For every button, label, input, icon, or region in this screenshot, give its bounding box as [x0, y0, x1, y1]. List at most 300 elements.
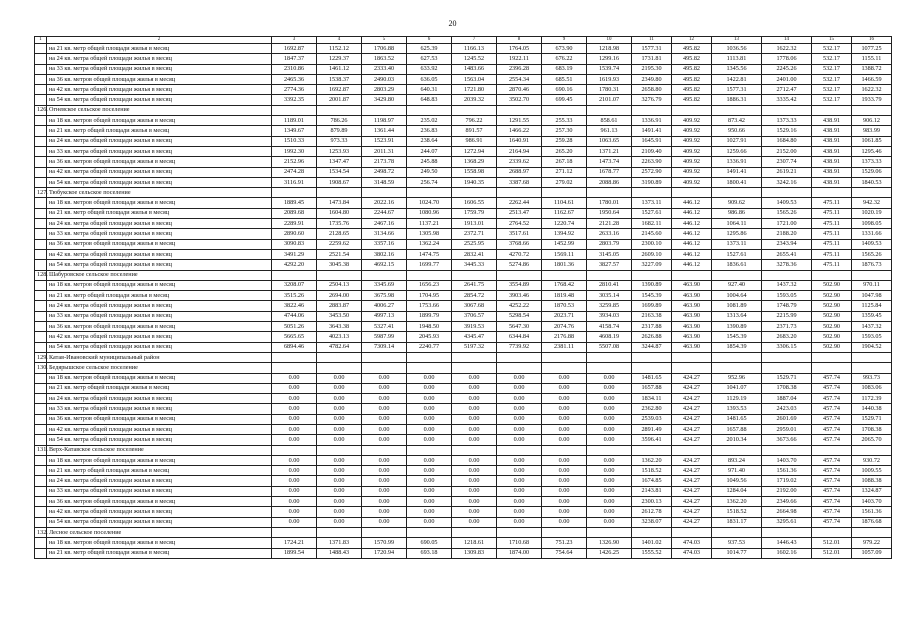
empty-cell — [497, 352, 542, 362]
value-cell: 0.00 — [317, 486, 362, 496]
value-cell: 3238.07 — [632, 517, 672, 527]
value-cell: 409.92 — [672, 126, 712, 136]
value-cell: 532.17 — [812, 95, 852, 105]
value-cell: 532.17 — [812, 74, 852, 84]
value-cell: 1362.20 — [632, 455, 672, 465]
value-cell: 1218.61 — [452, 538, 497, 548]
value-cell: 1259.66 — [712, 146, 762, 156]
table-row — [35, 229, 892, 239]
value-cell: 1908.67 — [317, 177, 362, 187]
column-number: 2 — [47, 37, 272, 44]
value-cell: 0.00 — [587, 383, 632, 393]
section-row — [35, 105, 892, 115]
value-cell: 2001.87 — [317, 95, 362, 105]
value-cell: 1899.54 — [272, 548, 317, 558]
value-cell: 265.20 — [542, 146, 587, 156]
value-cell: 424.27 — [672, 507, 712, 517]
table-row — [35, 383, 892, 393]
value-cell: 3768.66 — [497, 239, 542, 249]
value-cell: 1529.16 — [762, 126, 812, 136]
empty-cell — [35, 177, 47, 187]
empty-cell — [672, 363, 712, 373]
value-cell: 4744.06 — [272, 311, 317, 321]
empty-cell — [362, 363, 407, 373]
empty-cell — [407, 352, 452, 362]
empty-cell — [407, 527, 452, 537]
row-label: на 33 кв. метра общей площади жилья в месяц — [47, 64, 272, 74]
value-cell: 693.18 — [407, 548, 452, 558]
empty-cell — [35, 64, 47, 74]
value-cell: 3392.35 — [272, 95, 317, 105]
value-cell: 0.00 — [317, 383, 362, 393]
value-cell: 2195.30 — [632, 64, 672, 74]
value-cell: 0.00 — [272, 435, 317, 445]
empty-cell — [35, 219, 47, 229]
value-cell: 1876.73 — [852, 260, 892, 270]
empty-cell — [497, 105, 542, 115]
column-number: 11 — [632, 37, 672, 44]
value-cell: 475.11 — [812, 229, 852, 239]
value-cell: 0.00 — [497, 414, 542, 424]
value-cell: 1162.67 — [542, 208, 587, 218]
value-cell: 1876.68 — [852, 517, 892, 527]
value-cell: 1992.30 — [272, 146, 317, 156]
value-cell: 1403.70 — [852, 497, 892, 507]
empty-cell — [362, 105, 407, 115]
value-cell: 446.12 — [672, 260, 712, 270]
value-cell: 1778.06 — [762, 54, 812, 64]
value-cell: 6894.46 — [272, 342, 317, 352]
value-cell: 2467.16 — [362, 219, 407, 229]
value-cell: 3278.36 — [762, 260, 812, 270]
value-cell: 0.00 — [542, 517, 587, 527]
value-cell: 1295.46 — [852, 146, 892, 156]
empty-cell — [852, 363, 892, 373]
empty-cell — [497, 188, 542, 198]
value-cell: 1780.31 — [587, 85, 632, 95]
value-cell: 2683.20 — [762, 332, 812, 342]
value-cell: 0.00 — [452, 435, 497, 445]
value-cell: 937.53 — [712, 538, 762, 548]
value-cell: 1345.56 — [712, 64, 762, 74]
row-label: на 24 кв. метра общей площади жилья в месяц — [47, 219, 272, 229]
value-cell: 0.00 — [542, 486, 587, 496]
value-cell: 786.26 — [317, 116, 362, 126]
value-cell: 475.11 — [812, 198, 852, 208]
value-cell: 0.00 — [407, 373, 452, 383]
value-cell: 3148.59 — [362, 177, 407, 187]
value-cell: 238.64 — [407, 136, 452, 146]
value-cell: 1129.19 — [712, 394, 762, 404]
value-cell: 3445.33 — [452, 260, 497, 270]
value-cell: 1284.04 — [712, 486, 762, 496]
column-number: 10 — [587, 37, 632, 44]
value-cell: 1731.81 — [632, 54, 672, 64]
value-cell: 1569.11 — [542, 249, 587, 259]
value-cell: 1198.97 — [362, 116, 407, 126]
value-cell: 2619.21 — [762, 167, 812, 177]
value-cell: 0.00 — [317, 497, 362, 507]
empty-cell — [272, 352, 317, 362]
value-cell: 502.90 — [812, 291, 852, 301]
value-cell: 2164.94 — [497, 146, 542, 156]
value-cell: 0.00 — [362, 455, 407, 465]
empty-cell — [362, 445, 407, 455]
value-cell: 1305.98 — [407, 229, 452, 239]
value-cell: 636.05 — [407, 74, 452, 84]
value-cell: 3227.09 — [632, 260, 672, 270]
value-cell: 3090.83 — [272, 239, 317, 249]
value-cell: 3502.70 — [497, 95, 542, 105]
value-cell: 446.12 — [672, 219, 712, 229]
value-cell: 0.00 — [587, 466, 632, 476]
value-cell: 2215.99 — [762, 311, 812, 321]
row-label: на 42 кв. метра общей площади жилья в месяц — [47, 167, 272, 177]
section-row — [35, 363, 892, 373]
value-cell: 2109.40 — [632, 146, 672, 156]
value-cell: 879.89 — [317, 126, 362, 136]
value-cell: 1401.02 — [632, 538, 672, 548]
empty-cell — [762, 188, 812, 198]
value-cell: 457.74 — [812, 414, 852, 424]
value-cell: 1014.77 — [712, 548, 762, 558]
value-cell: 0.00 — [452, 497, 497, 507]
empty-cell — [35, 414, 47, 424]
value-cell: 1721.80 — [452, 85, 497, 95]
value-cell: 1602.16 — [762, 548, 812, 558]
row-label: на 36 кв. метров общей площади жилья в месяц — [47, 239, 272, 249]
value-cell: 1347.47 — [317, 157, 362, 167]
value-cell: 4006.27 — [362, 301, 407, 311]
empty-cell — [452, 270, 497, 280]
empty-cell — [35, 146, 47, 156]
value-cell: 2601.69 — [762, 414, 812, 424]
value-cell: 457.74 — [812, 486, 852, 496]
value-cell: 3145.05 — [587, 249, 632, 259]
empty-cell — [35, 44, 47, 54]
value-cell: 7739.92 — [497, 342, 542, 352]
table-row — [35, 424, 892, 434]
row-label: на 54 кв. метра общей площади жилья в месяц — [47, 177, 272, 187]
row-label: на 21 кв. метр общей площади жилья в месяц — [47, 383, 272, 393]
empty-cell — [812, 352, 852, 362]
value-cell: 1523.91 — [362, 136, 407, 146]
value-cell: 1036.56 — [712, 44, 762, 54]
table-row — [35, 64, 892, 74]
value-cell: 1854.39 — [712, 342, 762, 352]
value-cell: 2023.71 — [542, 311, 587, 321]
value-cell: 1721.00 — [762, 219, 812, 229]
value-cell: 2163.38 — [632, 311, 672, 321]
value-cell: 1604.80 — [317, 208, 362, 218]
value-cell: 3357.16 — [362, 239, 407, 249]
value-cell: 0.00 — [317, 404, 362, 414]
value-cell: 1656.23 — [407, 280, 452, 290]
empty-cell — [35, 322, 47, 332]
value-cell: 5274.86 — [497, 260, 542, 270]
value-cell: 1373.33 — [852, 157, 892, 167]
value-cell: 0.00 — [542, 455, 587, 465]
column-number: 14 — [762, 37, 812, 44]
value-cell: 1466.59 — [852, 74, 892, 84]
value-cell: 2192.00 — [762, 486, 812, 496]
value-cell: 5507.08 — [587, 342, 632, 352]
empty-cell — [672, 188, 712, 198]
value-cell: 1166.13 — [452, 44, 497, 54]
value-cell: 474.03 — [672, 548, 712, 558]
value-cell: 0.00 — [362, 435, 407, 445]
value-cell: 1570.99 — [362, 538, 407, 548]
value-cell: 0.00 — [317, 435, 362, 445]
value-cell: 1426.25 — [587, 548, 632, 558]
value-cell: 438.91 — [812, 116, 852, 126]
value-cell: 0.00 — [497, 435, 542, 445]
empty-cell — [35, 157, 47, 167]
table-row — [35, 219, 892, 229]
table-row — [35, 342, 892, 352]
value-cell: 424.27 — [672, 383, 712, 393]
table-row — [35, 476, 892, 486]
value-cell: 3919.53 — [452, 322, 497, 332]
value-cell: 0.00 — [497, 476, 542, 486]
table-row — [35, 116, 892, 126]
value-cell: 3190.89 — [632, 177, 672, 187]
value-cell: 2959.01 — [762, 424, 812, 434]
value-cell: 2641.75 — [452, 280, 497, 290]
value-cell: 1863.52 — [362, 54, 407, 64]
value-cell: 463.90 — [672, 332, 712, 342]
value-cell: 5327.41 — [362, 322, 407, 332]
empty-cell — [35, 332, 47, 342]
value-cell: 0.00 — [317, 466, 362, 476]
value-cell: 0.00 — [362, 383, 407, 393]
value-cell: 457.74 — [812, 507, 852, 517]
value-cell: 1009.55 — [852, 466, 892, 476]
empty-cell — [272, 188, 317, 198]
value-cell: 532.17 — [812, 44, 852, 54]
value-cell: 1027.91 — [712, 136, 762, 146]
value-cell: 0.00 — [452, 373, 497, 383]
value-cell: 699.45 — [542, 95, 587, 105]
value-cell: 1840.53 — [852, 177, 892, 187]
value-cell: 1619.93 — [587, 74, 632, 84]
value-cell: 1041.07 — [712, 383, 762, 393]
value-cell: 457.74 — [812, 497, 852, 507]
value-cell: 502.90 — [812, 301, 852, 311]
value-cell: 1080.96 — [407, 208, 452, 218]
row-label: на 21 кв. метр общей площади жилья в месяц — [47, 466, 272, 476]
value-cell: 1452.99 — [542, 239, 587, 249]
value-cell: 495.82 — [672, 74, 712, 84]
table-row — [35, 414, 892, 424]
value-cell: 502.90 — [812, 342, 852, 352]
value-cell: 0.00 — [407, 507, 452, 517]
value-cell: 1336.91 — [632, 116, 672, 126]
value-cell: 2803.29 — [362, 85, 407, 95]
value-cell: 2152.96 — [272, 157, 317, 167]
value-cell: 0.00 — [407, 466, 452, 476]
value-cell: 2349.66 — [762, 497, 812, 507]
empty-cell — [632, 527, 672, 537]
value-cell: 0.00 — [452, 455, 497, 465]
value-cell: 754.64 — [542, 548, 587, 558]
value-cell: 424.27 — [672, 486, 712, 496]
empty-cell — [35, 74, 47, 84]
empty-cell — [632, 188, 672, 198]
empty-cell — [632, 352, 672, 362]
value-cell: 2372.71 — [452, 229, 497, 239]
value-cell: 475.11 — [812, 249, 852, 259]
value-cell: 457.74 — [812, 517, 852, 527]
value-cell: 0.00 — [272, 507, 317, 517]
value-cell: 5647.30 — [497, 322, 542, 332]
table-row — [35, 44, 892, 54]
value-cell: 4252.22 — [497, 301, 542, 311]
value-cell: 0.00 — [452, 476, 497, 486]
table-row — [35, 373, 892, 383]
value-cell: 0.00 — [497, 373, 542, 383]
empty-cell — [672, 270, 712, 280]
value-cell: 1061.85 — [852, 136, 892, 146]
section-label: Лесное сельское поселение — [47, 527, 272, 537]
value-cell: 1800.41 — [712, 177, 762, 187]
value-cell: 2244.67 — [362, 208, 407, 218]
value-cell: 0.00 — [407, 424, 452, 434]
value-cell: 0.00 — [362, 424, 407, 434]
column-number: 13 — [712, 37, 762, 44]
table-row — [35, 177, 892, 187]
value-cell: 424.27 — [672, 497, 712, 507]
value-cell: 942.32 — [852, 198, 892, 208]
value-cell: 1394.92 — [542, 229, 587, 239]
value-cell: 1657.88 — [632, 383, 672, 393]
value-cell: 1904.52 — [852, 342, 892, 352]
value-cell: 1004.64 — [712, 291, 762, 301]
value-cell: 259.28 — [542, 136, 587, 146]
value-cell: 1764.05 — [497, 44, 542, 54]
value-cell: 409.92 — [672, 177, 712, 187]
empty-cell — [672, 445, 712, 455]
value-cell: 0.00 — [272, 517, 317, 527]
column-number: 3 — [272, 37, 317, 44]
value-cell: 2300.13 — [632, 497, 672, 507]
empty-cell — [452, 363, 497, 373]
row-label: на 21 кв. метр общей площади жилья в месяц — [47, 548, 272, 558]
value-cell: 2658.80 — [632, 85, 672, 95]
empty-cell — [542, 188, 587, 198]
value-cell: 2145.60 — [632, 229, 672, 239]
table-row — [35, 538, 892, 548]
value-cell: 463.90 — [672, 280, 712, 290]
value-cell: 0.00 — [362, 497, 407, 507]
value-cell: 1593.05 — [762, 291, 812, 301]
value-cell: 0.00 — [497, 394, 542, 404]
value-cell: 2401.00 — [762, 74, 812, 84]
value-cell: 0.00 — [407, 497, 452, 507]
value-cell: 0.00 — [317, 507, 362, 517]
empty-cell — [712, 527, 762, 537]
value-cell: 648.83 — [407, 95, 452, 105]
value-cell: 0.00 — [452, 466, 497, 476]
value-cell: 0.00 — [272, 466, 317, 476]
value-cell: 1368.29 — [452, 157, 497, 167]
empty-cell — [712, 270, 762, 280]
value-cell: 0.00 — [497, 424, 542, 434]
row-label: на 18 кв. метров общей площади жилья в месяц — [47, 538, 272, 548]
row-label: на 18 кв. метров общей площади жилья в месяц — [47, 280, 272, 290]
empty-cell — [852, 352, 892, 362]
value-cell: 1481.65 — [632, 373, 672, 383]
value-cell: 4158.74 — [587, 322, 632, 332]
empty-cell — [35, 116, 47, 126]
value-cell: 1753.66 — [407, 301, 452, 311]
empty-cell — [812, 445, 852, 455]
value-cell: 1125.84 — [852, 301, 892, 311]
value-cell: 1692.87 — [272, 44, 317, 54]
table-row — [35, 497, 892, 507]
value-cell: 2626.88 — [632, 332, 672, 342]
empty-cell — [35, 95, 47, 105]
column-number: 9 — [542, 37, 587, 44]
value-cell: 0.00 — [542, 466, 587, 476]
value-cell: 2870.46 — [497, 85, 542, 95]
value-cell: 1933.79 — [852, 95, 892, 105]
value-cell: 690.05 — [407, 538, 452, 548]
value-cell: 3345.69 — [362, 280, 407, 290]
value-cell: 1218.98 — [587, 44, 632, 54]
value-cell: 1220.74 — [542, 219, 587, 229]
empty-cell — [542, 270, 587, 280]
value-cell: 2525.95 — [452, 239, 497, 249]
value-cell: 0.00 — [587, 373, 632, 383]
value-cell: 457.74 — [812, 404, 852, 414]
value-cell: 0.00 — [587, 507, 632, 517]
value-cell: 2074.76 — [542, 322, 587, 332]
empty-cell — [362, 352, 407, 362]
value-cell: 893.24 — [712, 455, 762, 465]
value-cell: 1245.52 — [452, 54, 497, 64]
value-cell: 1940.35 — [452, 177, 497, 187]
empty-cell — [672, 527, 712, 537]
empty-cell — [35, 466, 47, 476]
empty-cell — [587, 527, 632, 537]
value-cell: 457.74 — [812, 373, 852, 383]
value-cell: 971.40 — [712, 466, 762, 476]
value-cell: 1606.55 — [452, 198, 497, 208]
value-cell: 906.12 — [852, 116, 892, 126]
table-row — [35, 332, 892, 342]
value-cell: 271.12 — [542, 167, 587, 177]
value-cell: 495.82 — [672, 95, 712, 105]
empty-cell — [812, 363, 852, 373]
value-cell: 0.00 — [272, 476, 317, 486]
row-label: на 54 кв. метра общей площади жилья в месяц — [47, 95, 272, 105]
value-cell: 3387.68 — [497, 177, 542, 187]
row-label: на 54 кв. метра общей площади жилья в месяц — [47, 517, 272, 527]
value-cell: 1063.65 — [587, 136, 632, 146]
value-cell: 1047.98 — [852, 291, 892, 301]
value-cell: 2362.80 — [632, 404, 672, 414]
empty-cell — [852, 270, 892, 280]
value-cell: 1948.50 — [407, 322, 452, 332]
section-row — [35, 352, 892, 362]
empty-cell — [35, 260, 47, 270]
value-cell: 0.00 — [452, 404, 497, 414]
column-number: 6 — [407, 37, 452, 44]
empty-cell — [587, 270, 632, 280]
empty-cell — [35, 280, 47, 290]
value-cell: 1529.71 — [762, 373, 812, 383]
